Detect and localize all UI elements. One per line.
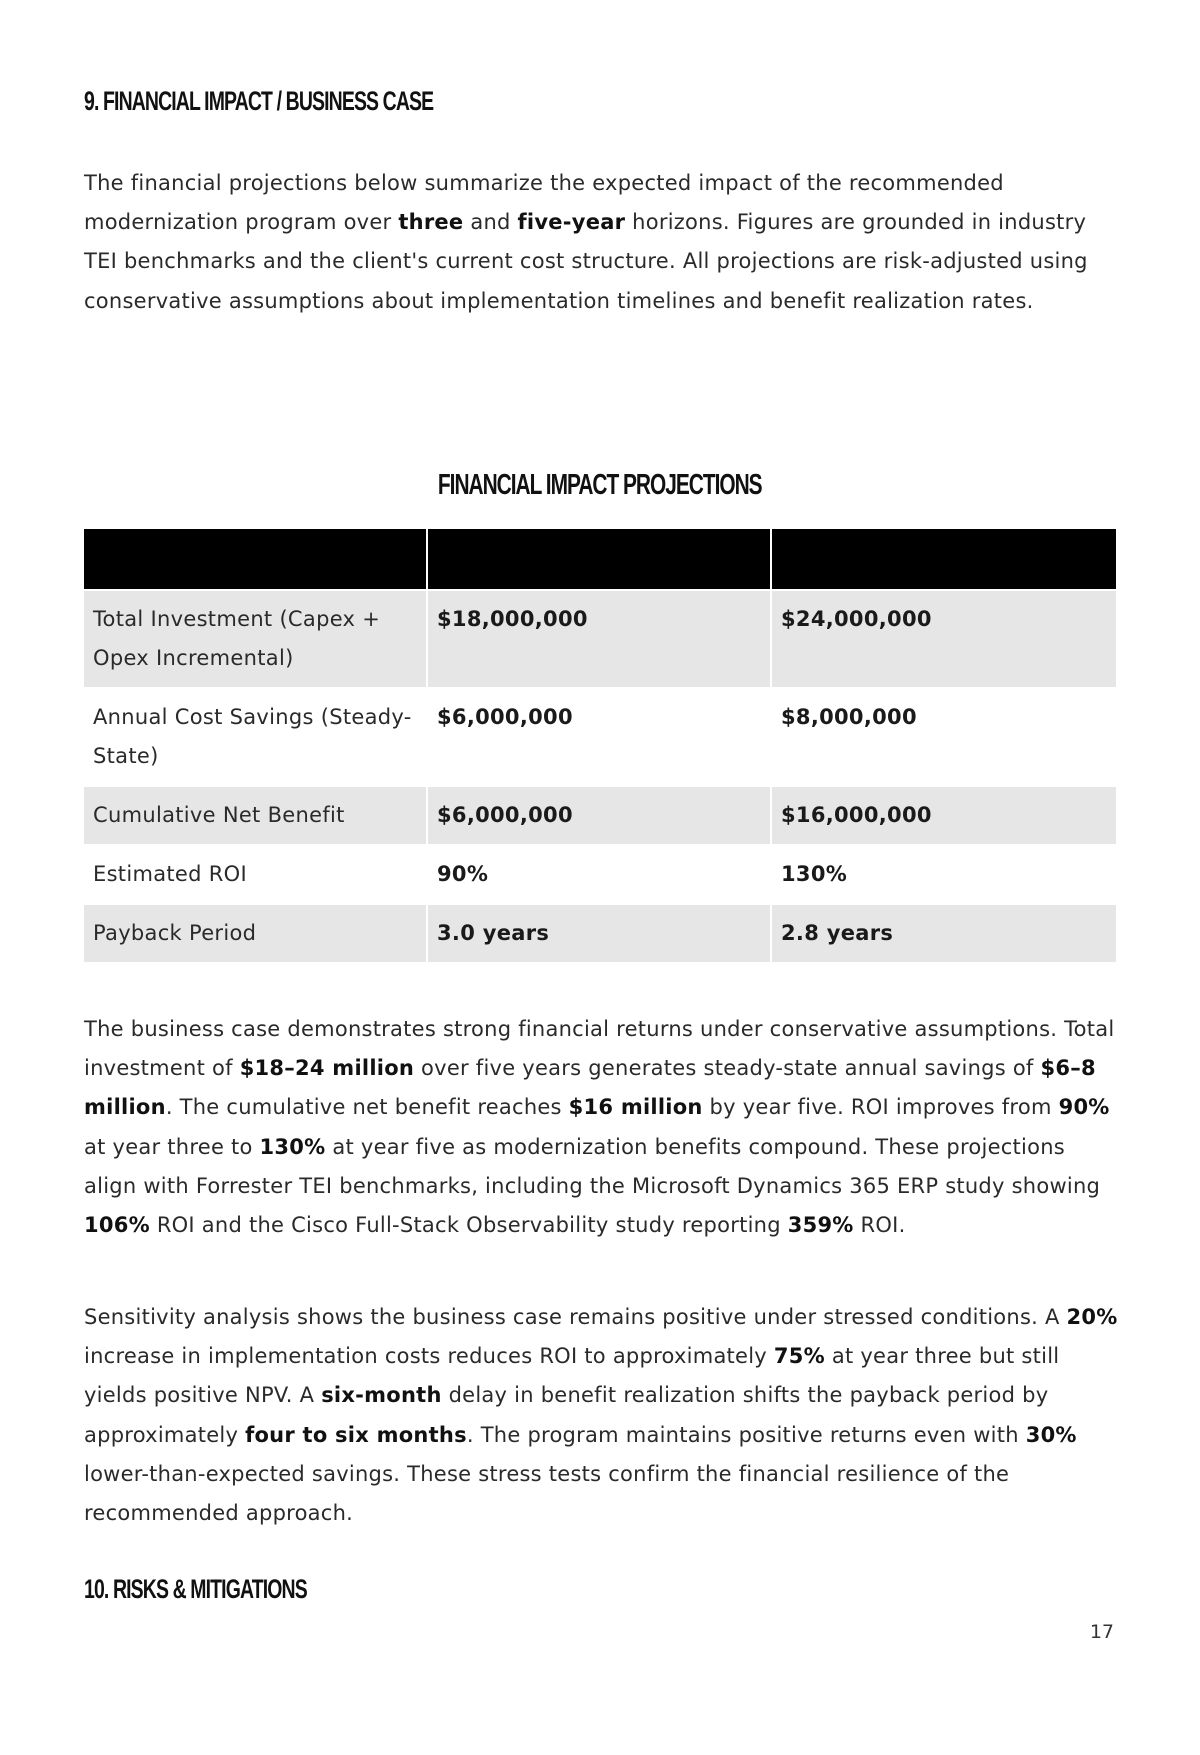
header-cell-year-5 [771,529,1116,590]
table-title-text: FINANCIAL IMPACT PROJECTIONS [438,469,762,501]
summary-text: over five years generates steady-state annual savings of [414,1056,1041,1081]
sensitivity-emphasis: 20% [1066,1305,1118,1329]
sensitivity-text: Sensitivity analysis shows the business case remains positive under stressed conditions. A [84,1305,1067,1329]
summary-text: . The cumulative net benefit reaches [165,1095,569,1120]
summary-paragraph [84,1010,1124,1245]
value-cell-year-5: 2.8 years [771,904,1116,962]
sensitivity-emphasis: four to six months [245,1422,467,1447]
financial-projections-table [84,529,1116,962]
summary-text: The business case demonstrates strong financial returns under conservative assumptions. Total investment of [84,1017,1115,1081]
table-row [84,845,1116,904]
header-cell-year-3 [427,529,771,590]
page-number: 17 [1089,1621,1114,1643]
sensitivity-emphasis: 30% [1025,1422,1077,1447]
summary-text: at year three to [84,1134,260,1159]
sensitivity-emphasis: 75% [773,1344,825,1369]
value-cell-year-5: $16,000,000 [771,786,1116,845]
table-row [84,904,1116,962]
summary-emphasis: 106% [84,1213,150,1238]
table-row [84,786,1116,845]
intro-emphasis-five-year: five-year [517,210,626,235]
sensitivity-text: increase in implementation costs reduces ROI to approximately [84,1344,774,1369]
metric-cell: Estimated ROI [84,845,427,904]
value-cell-year-3: $6,000,000 [427,688,771,786]
summary-text: by year five. ROI improves from [702,1095,1059,1120]
metric-cell: Payback Period [84,904,427,962]
summary-emphasis: 90% [1058,1095,1110,1120]
summary-text: ROI and the Cisco Full-Stack Observability study reporting [149,1213,788,1238]
summary-emphasis: 359% [787,1213,854,1238]
value-cell-year-3: $18,000,000 [427,590,771,688]
summary-text: at year five as modernization benefits compound. These projections align with Forrester TEI benchmarks, including the Microsoft Dynamics 365 ERP study showing [84,1134,1101,1198]
sensitivity-paragraph [84,1298,1124,1533]
metric-cell: Total Investment (Capex + Opex Incremental) [84,590,427,688]
section-heading-risks-mitigations: 10. RISKS & MITIGATIONS [84,1574,307,1604]
value-cell-year-5: $8,000,000 [771,688,1116,786]
intro-text-3: horizons. Figures are grounded in industry TEI benchmarks and the client's current cost structure. All projections are risk-adjusted using conservative assumptions about implementation timelines and benefit realization rates. [84,210,1088,313]
table-header-row [84,529,1116,590]
intro-emphasis-three: three [398,210,464,235]
value-cell-year-5: 130% [771,845,1116,904]
summary-emphasis: $16 million [568,1095,703,1120]
sensitivity-text: lower-than-expected savings. These stress tests confirm the financial resilience of the recommended approach. [84,1461,1010,1526]
value-cell-year-3: $6,000,000 [427,786,771,845]
sensitivity-text: delay in benefit realization shifts the payback period by approximately [84,1383,1049,1447]
sensitivity-emphasis: six-month [321,1383,442,1408]
table-row [84,688,1116,786]
metric-cell: Annual Cost Savings (Steady-State) [84,688,427,786]
header-cell-metric [84,529,427,590]
intro-paragraph [84,164,1124,321]
summary-emphasis: $6–8 million [84,1056,1096,1120]
table-row [84,590,1116,688]
sensitivity-text: at year three but still yields positive NPV. A [84,1344,1060,1408]
section-heading-financial-impact: 9. FINANCIAL IMPACT / BUSINESS CASE [84,86,434,116]
intro-text-1: The financial projections below summarize the expected impact of the recommended modernization program over [84,171,1004,235]
sensitivity-text: . The program maintains positive returns even with [466,1422,1026,1447]
summary-emphasis: 130% [259,1134,326,1159]
metric-cell: Cumulative Net Benefit [84,786,427,845]
value-cell-year-5: $24,000,000 [771,590,1116,688]
value-cell-year-3: 90% [427,845,771,904]
intro-text-2: and [463,210,518,235]
summary-text: ROI. [853,1213,906,1238]
summary-emphasis: $18–24 million [239,1056,415,1081]
value-cell-year-3: 3.0 years [427,904,771,962]
table-title [84,469,1116,502]
